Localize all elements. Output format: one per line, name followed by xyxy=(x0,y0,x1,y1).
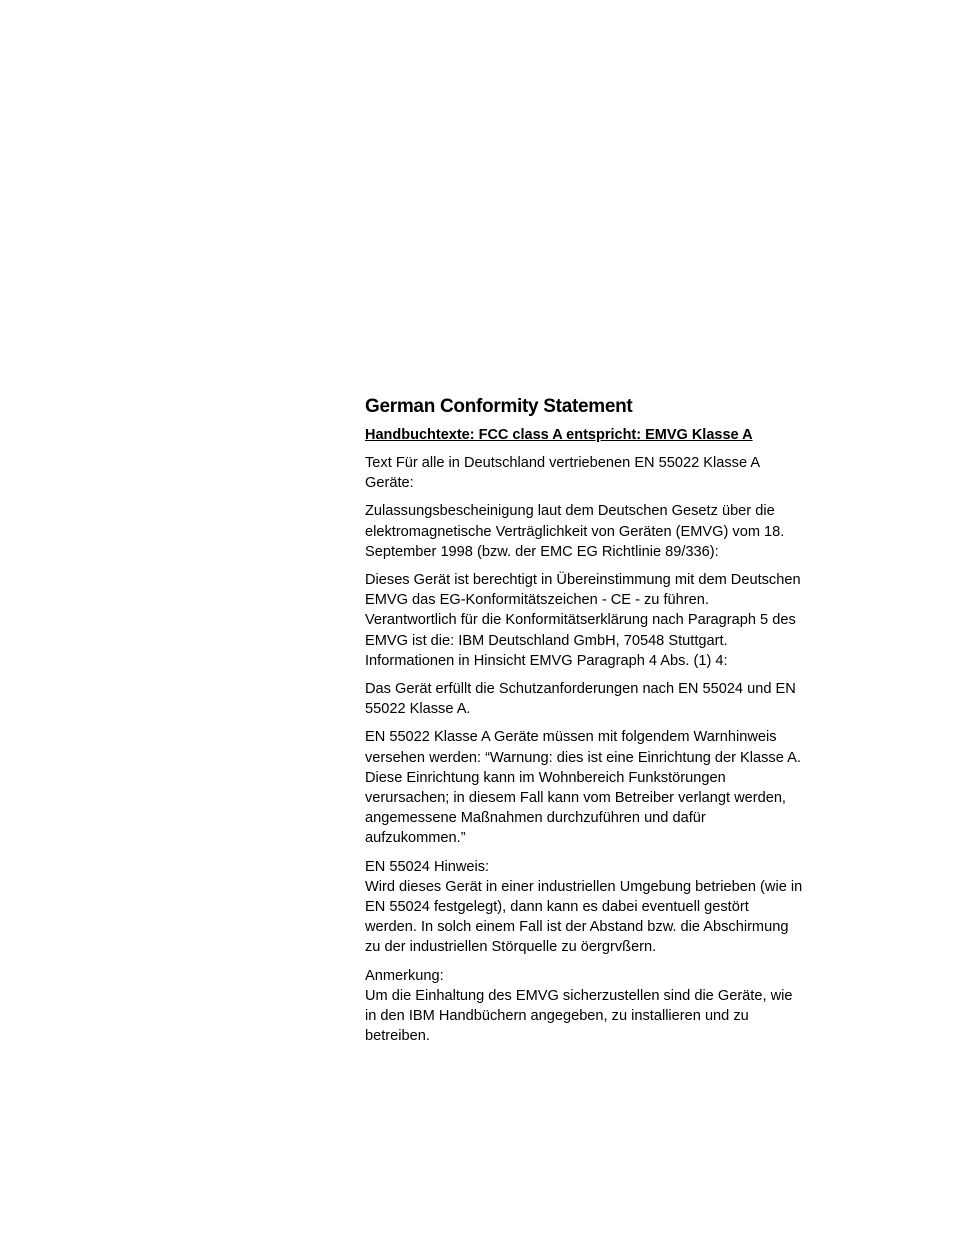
paragraph-line: Das Gerät erfüllt die Schutzanforderungen nach EN 55024 und EN xyxy=(365,681,796,698)
paragraph-line: Geräte: xyxy=(365,475,414,492)
paragraph-line: Diese Einrichtung kann im Wohnbereich Funkstörungen xyxy=(365,769,726,786)
paragraph-line: Anmerkung: xyxy=(365,967,444,984)
paragraph-6 xyxy=(365,857,835,958)
paragraph-line: betreiben. xyxy=(365,1028,430,1045)
paragraph-line: verursachen; in diesem Fall kann vom Betreiber verlangt werden, xyxy=(365,790,786,807)
paragraph-line: angemessene Maßnahmen durchzuführen und dafür xyxy=(365,810,706,827)
paragraph-line: elektromagnetische Verträglichkeit von Geräten (EMVG) vom 18. xyxy=(365,523,785,540)
paragraph-line: Zulassungsbescheinigung laut dem Deutschen Gesetz über die xyxy=(365,503,775,520)
paragraph-line: Um die Einhaltung des EMVG sicherzustellen sind die Geräte, wie xyxy=(365,987,793,1004)
paragraph-line: Text Für alle in Deutschland vertriebenen EN 55022 Klasse A xyxy=(365,455,761,471)
paragraph-line: Dieses Gerät ist berechtigt in Übereinstimmung mit dem Deutschen xyxy=(365,572,801,589)
paragraph-line: EN 55024 festgelegt), dann kann es dabei eventuell gestört xyxy=(365,899,749,916)
paragraph-line: aufzukommen.” xyxy=(365,830,466,847)
paragraph-2 xyxy=(365,501,835,562)
paragraph-line: EMVG das EG-Konformitätszeichen - CE - zu führen. xyxy=(365,592,709,609)
paragraph-line: September 1998 (bzw. der EMC EG Richtlinie 89/336): xyxy=(365,543,719,560)
paragraph-line: EN 55022 Klasse A Geräte müssen mit folgendem Warnhinweis xyxy=(365,729,777,746)
paragraph-line: in den IBM Handbüchern angegeben, zu installieren und zu xyxy=(365,1008,749,1025)
section-subtitle: Handbuchtexte: FCC class A entspricht: EMVG Klasse A xyxy=(365,427,753,443)
paragraph-line: zu der industriellen Störquelle zu öergrvßern. xyxy=(365,939,657,956)
paragraph-1 xyxy=(365,453,835,493)
paragraph-5 xyxy=(365,727,835,848)
paragraph-line: EMVG ist die: IBM Deutschland GmbH, 70548 Stuttgart. xyxy=(365,632,728,649)
paragraph-3 xyxy=(365,570,835,671)
paragraph-line: Informationen in Hinsicht EMVG Paragraph 4 Abs. (1) 4: xyxy=(365,652,728,669)
paragraph-line: EN 55024 Hinweis: xyxy=(365,858,490,875)
paragraph-line: Wird dieses Gerät in einer industriellen Umgebung betrieben (wie in xyxy=(365,878,803,895)
paragraph-line: versehen werden: “Warnung: dies ist eine Einrichtung der Klasse A. xyxy=(365,749,801,766)
paragraph-7 xyxy=(365,966,835,1047)
document-content xyxy=(365,395,835,1054)
paragraph-line: Verantwortlich für die Konformitätserklärung nach Paragraph 5 des xyxy=(365,612,796,629)
paragraph-line: 55022 Klasse A. xyxy=(365,701,471,718)
paragraph-line: werden. In solch einem Fall ist der Abstand bzw. die Abschirmung xyxy=(365,919,789,936)
paragraph-4 xyxy=(365,679,835,719)
page-title: German Conformity Statement xyxy=(365,396,633,417)
